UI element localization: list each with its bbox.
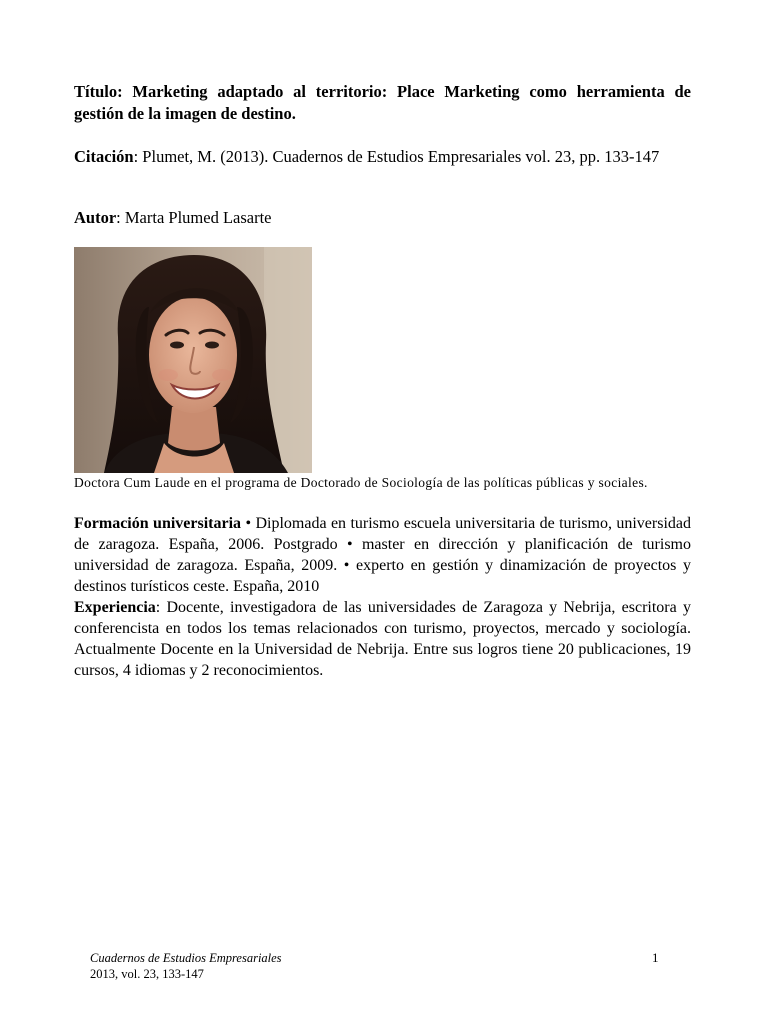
title-label: Título: [74,82,123,101]
formacion-label: Formación universitaria [74,515,242,532]
citation [74,146,691,168]
author [74,207,691,229]
article-title [74,81,691,125]
footer-issue: 2013, vol. 23, 133-147 [90,967,204,981]
footer-journal: Cuadernos de Estudios Empresariales [90,951,282,965]
author-name: : Marta Plumed Lasarte [116,208,272,227]
citation-label: Citación [74,147,134,166]
formacion-text: • Diplomada en turismo escuela universitaria de turismo, universidad de zaragoza. España, 2006. Postgrado • master en dirección y planificación de turismo universidad de zaragoza. España, 2009. • experto en gestión y dinamización de proyectos y destinos turísticos ceste. España, 2010 [74,515,692,595]
experiencia-label: Experiencia [74,599,156,616]
bio-summary: Doctora Cum Laude en el programa de Doctorado de Sociología de las políticas públicas y sociales. [74,475,648,490]
citation-text: : Plumet, M. (2013). Cuadernos de Estudios Empresariales vol. 23, pp. 133-147 [133,147,660,166]
author-label: Autor [74,208,117,227]
experiencia-text: : Docente, investigadora de las universidades de Zaragoza y Nebrija, escritora y conferencista en todos los temas relacionados con turismo, proyectos, mercado y sociología. Actualmente Docente en la Universidad de Nebrija. Entre sus logros tiene 20 publicaciones, 19 cursos, 4 idiomas y 2 reconocimientos. [74,599,691,679]
page-number: 1 [652,950,659,965]
author-photo [74,247,312,473]
formacion-paragraph [74,513,691,597]
title-text: Marketing adaptado al territorio: Place Marketing como herramienta de gestión de la imagen de destino. [74,82,691,123]
experiencia-paragraph [74,597,691,681]
